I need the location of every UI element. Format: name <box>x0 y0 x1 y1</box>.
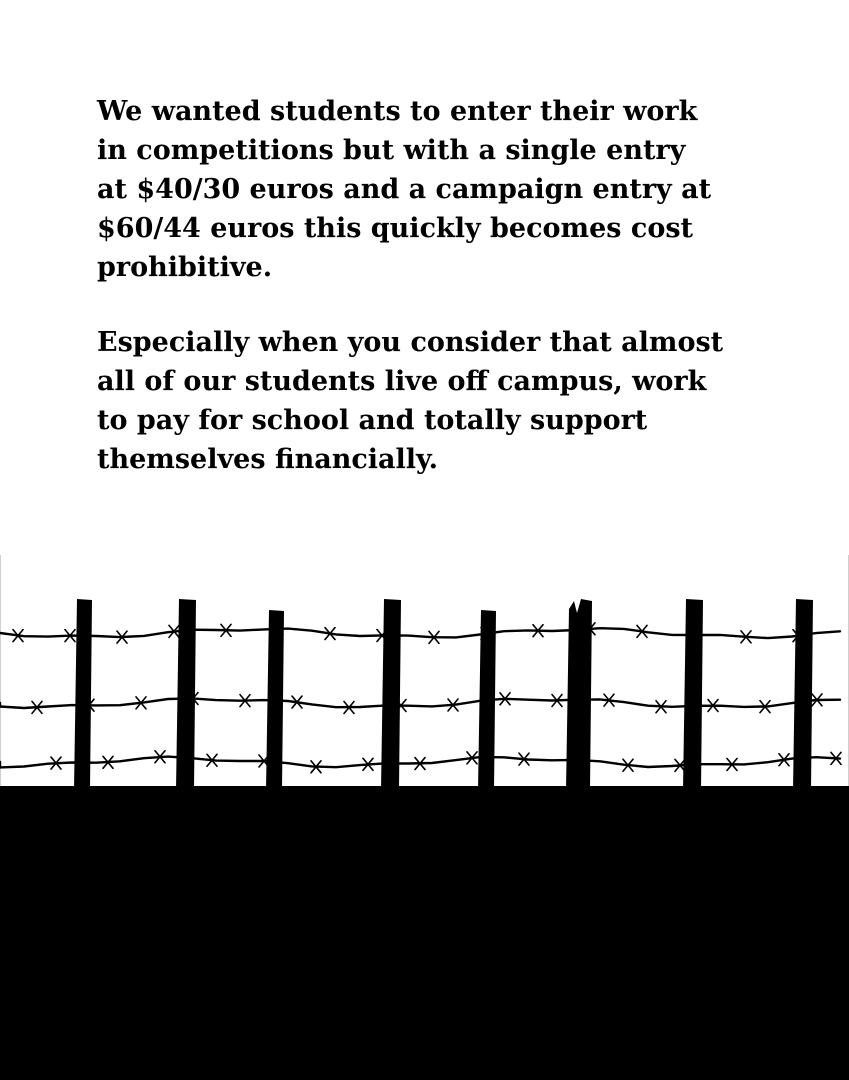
text-block <box>97 92 787 479</box>
paragraph-cost: We wanted students to enter their work in competitions but with a single entry at $40/30 euros and a campaign entry at $60/44 euros this quickly becomes cost prohibitive. <box>97 96 712 283</box>
ground-silhouette <box>0 786 849 1080</box>
barbed-wire-strand <box>0 757 840 768</box>
fence-post <box>266 610 284 790</box>
fence-post <box>566 599 592 790</box>
fence-post <box>381 599 401 790</box>
fence-post <box>793 599 813 790</box>
paragraph-students: Especially when you consider that almost all of our students live off campus, work to pay for school and totally support themselves financially. <box>97 327 724 475</box>
fence-post <box>74 599 92 790</box>
barbed-wire-fence-icon <box>0 555 849 790</box>
fence-post <box>478 610 496 790</box>
fence-post <box>683 599 703 790</box>
fence-post <box>176 599 196 790</box>
